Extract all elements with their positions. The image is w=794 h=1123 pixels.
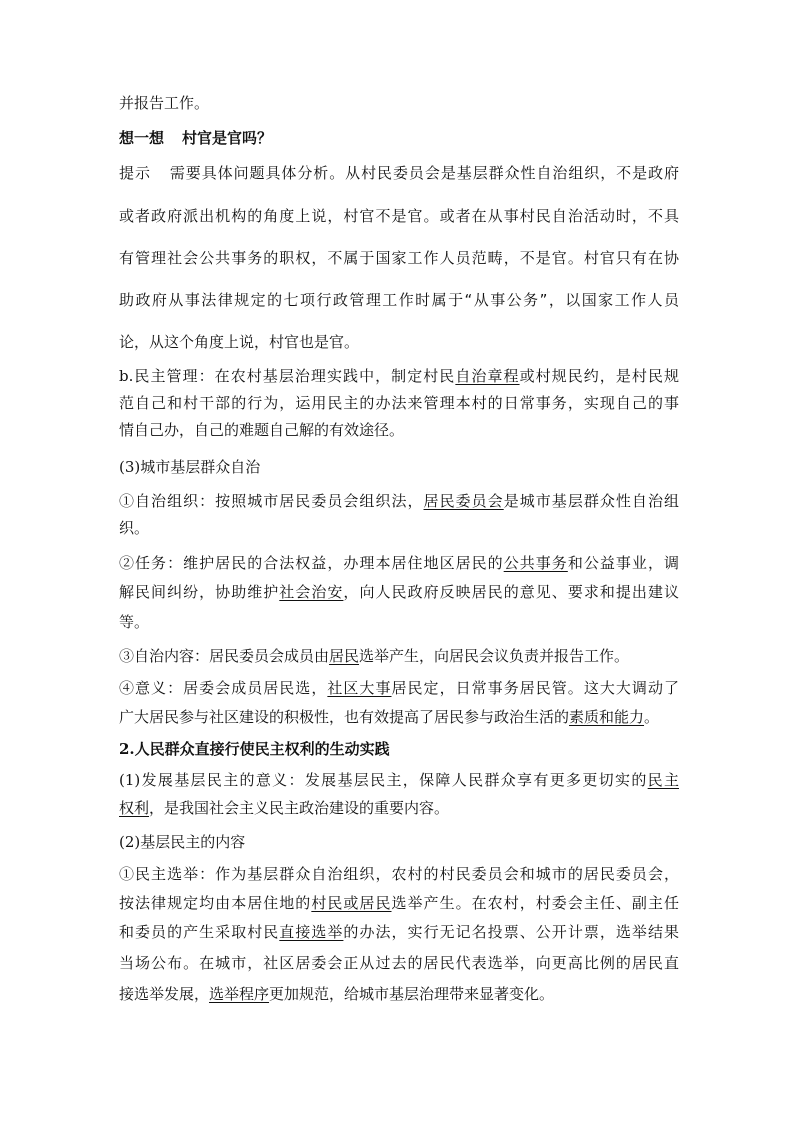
hint-label: 提示	[119, 164, 151, 182]
text-line: (1)发展基层民主的意义：发展基层民主，保障人民群众享有更多更切实的民主	[119, 771, 679, 789]
underlined-term: 社会治安	[279, 583, 344, 601]
underlined-term: 公共事务	[503, 554, 568, 572]
underlined-term: 素质和能力	[569, 708, 645, 726]
text-line: 接选举发展，选举程序更加规范，给城市基层治理带来显著变化。	[119, 985, 555, 1003]
text-line: 按法律规定均由本居住地的村民或居民选举产生。在农村，村委会主任、副主任	[119, 894, 679, 912]
text-line: 解民间纠纷，协助维护社会治安，向人民政府反映居民的意见、要求和提出建议	[119, 583, 679, 601]
text-line: 织。	[119, 519, 150, 537]
section-heading: (2)基层民主的内容	[119, 833, 246, 851]
hint-line: 或者政府派出机构的角度上说，村官不是官。或者在从事村民自治活动时，不具	[119, 207, 679, 225]
text-line: 权利，是我国社会主义民主政治建设的重要内容。	[119, 799, 450, 817]
hint-line: 有管理社会公共事务的职权，不属于国家工作人员范畴，不是官。村官只有在协	[119, 249, 679, 267]
hint-line: 助政府从事法律规定的七项行政管理工作时属于“从事公务”，以国家工作人员	[119, 291, 679, 309]
text-line: 并报告工作。	[119, 94, 210, 112]
text-line: ①自治组织：按照城市居民委员会组织法，居民委员会是城市基层群众性自治组	[119, 492, 679, 510]
text-line: ④意义：居委会成员居民选，社区大事居民定，日常事务居民管。这大大调动了	[119, 679, 679, 697]
hint-line: 论，从这个角度上说，村官也是官。	[119, 333, 360, 351]
underlined-term: 居民	[329, 647, 360, 665]
underlined-term: 居民委员会	[423, 492, 504, 510]
text-line: 范自己和村干部的行为，运用民主的办法来管理本村的日常事务，实现自己的事	[119, 394, 679, 412]
underlined-term: 自治章程	[455, 367, 520, 385]
underlined-term: 社区大事	[327, 679, 392, 697]
text-line: b.民主管理：在农村基层治理实践中，制定村民自治章程或村规民约，是村民规	[119, 367, 679, 385]
think-label: 想一想	[119, 129, 165, 147]
text-line: ②任务：维护居民的合法权益，办理本居住地区居民的公共事务和公益事业，调	[119, 554, 679, 572]
text-line: 当场公布。在城市，社区居委会正从过去的居民代表选举，向更高比例的居民直	[119, 954, 679, 972]
think-question-line	[119, 128, 679, 148]
underlined-term: 权利	[119, 799, 150, 817]
text-line: 情自己办，自己的难题自己解的有效途径。	[119, 421, 405, 439]
text-line: ①民主选举：作为基层群众自治组织，农村的村民委员会和城市的居民委员会，	[119, 865, 679, 883]
underlined-term: 直接选举	[279, 923, 344, 941]
section-heading: (3)城市基层群众自治	[119, 458, 261, 476]
text-line: 广大居民参与社区建设的积极性，也有效提高了居民参与政治生活的素质和能力。	[119, 708, 660, 726]
underlined-term: 村民或居民	[311, 894, 392, 912]
hint-line: 提示 需要具体问题具体分析。从村民委员会是基层群众性自治组织，不是政府	[119, 164, 679, 182]
section-heading: 2.人民群众直接行使民主权利的生动实践	[119, 740, 390, 758]
underlined-term: 民主	[647, 771, 679, 789]
text-line: ③自治内容：居民委员会成员由居民选举产生，向居民会议负责并报告工作。	[119, 647, 630, 665]
underlined-term: 选举程序	[209, 985, 270, 1003]
text-line: 和委员的产生采取村民直接选举的办法，实行无记名投票、公开计票，选举结果	[119, 923, 679, 941]
think-question: 村官是官吗？	[182, 129, 273, 147]
text-line: 等。	[119, 613, 150, 631]
